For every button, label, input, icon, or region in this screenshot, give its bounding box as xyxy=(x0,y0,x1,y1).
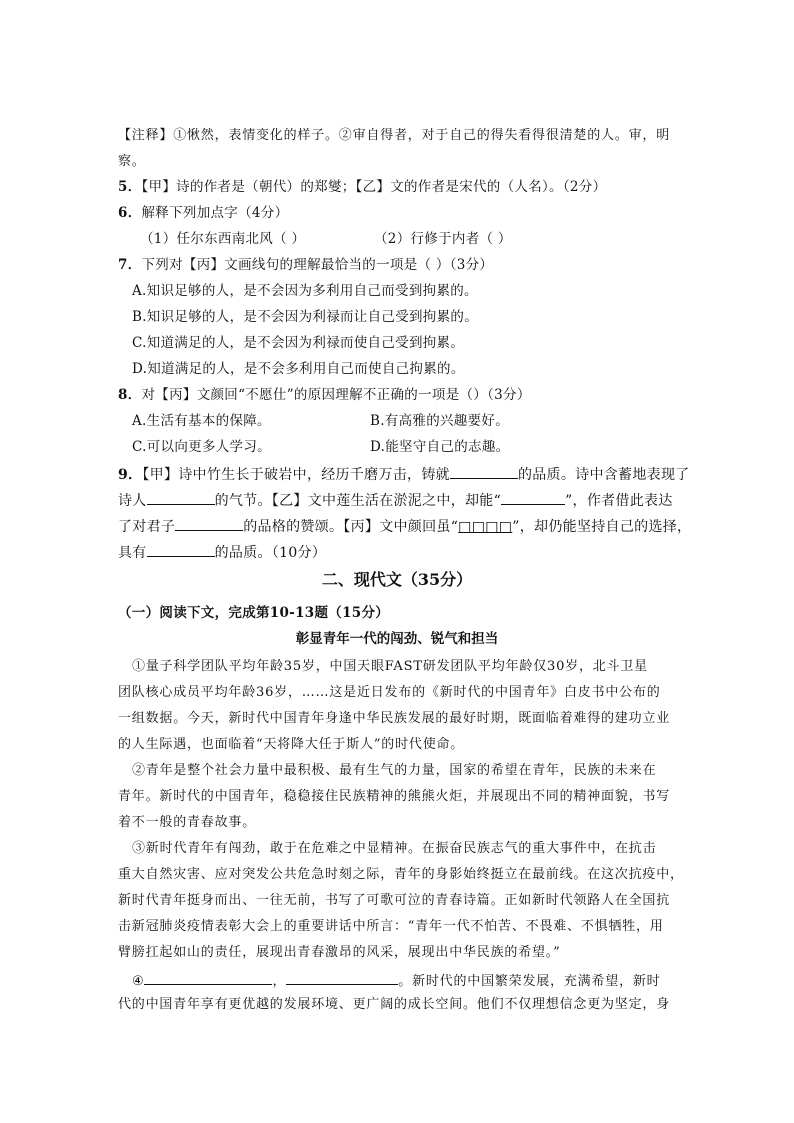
question-number: 9． xyxy=(118,467,143,483)
paragraph-3-line: 臂膀扛起如山的责任，展现出青春激昂的风采，展现出中华民族的希望。” xyxy=(118,945,561,960)
question-8 xyxy=(118,386,531,404)
option-b: B.有高雅的兴趣要好。 xyxy=(370,413,510,429)
option-c: C.可以向更多人学习。 xyxy=(132,439,271,455)
annotation-line-1: 【注释】①愀然，表情变化的样子。②审自得者，对于自己的得失看得很清楚的人。审，明 xyxy=(118,128,671,143)
paragraph-3-line: 新时代青年挺身而出、一往无前，书写了可歌可泣的青春诗篇。正如新时代领路人在全国抗 xyxy=(118,893,671,908)
question-text: 诗人 xyxy=(118,493,147,509)
paragraph-2-line: 着不一般的青春故事。 xyxy=(118,815,257,830)
question-text: ”，作者借此表达 xyxy=(565,493,673,509)
question-text: 【甲】诗的作者是（朝代）的郑燮；【乙】文的作者是宋代的（人名）。（2分） xyxy=(141,179,607,195)
answer-blank[interactable] xyxy=(501,490,565,505)
question-9-line-4 xyxy=(118,542,326,563)
paragraph-3-line: 重大自然灾害、应对突发公共危急时刻之际，青年的身影始终挺立在最前线。在这次抗疫中， xyxy=(118,867,684,882)
question-text: ”，却仍能坚持自己的选择， xyxy=(512,519,692,535)
question-9-line-2 xyxy=(118,490,673,511)
article-title: 彰显青年一代的闯劲、锐气和担当 xyxy=(295,631,499,647)
question-6-item-2: （2）行修于内者（ ） xyxy=(374,231,512,247)
question-text: 了对君子 xyxy=(118,519,176,535)
question-text: 的气节。【乙】文中莲生活在淤泥之中，却能“ xyxy=(214,493,502,509)
question-9-line-1 xyxy=(118,464,690,485)
option-a: A.生活有基本的保障。 xyxy=(132,413,271,429)
paragraph-text: ， xyxy=(272,974,287,989)
paragraph-1-line: 团队核心成员平均年龄36岁，……这是近日发布的《新时代的中国青年》白皮书中公布的 xyxy=(118,685,661,700)
paragraph-text: ④ xyxy=(132,974,145,989)
paragraph-text: 。新时代的中国繁荣发展，充满希望，新时 xyxy=(398,974,661,989)
question-7 xyxy=(118,256,493,274)
section-title: 二、现代文（35分） xyxy=(321,570,473,589)
question-number: 6． xyxy=(118,205,142,221)
option-c: C.知道满足的人，是不会因为利禄而使自己受到拘累。 xyxy=(132,335,465,351)
question-number: 7． xyxy=(118,257,142,273)
answer-blank[interactable] xyxy=(147,542,215,557)
answer-blank[interactable] xyxy=(144,970,272,985)
option-d: D.知道满足的人，是不会多利用自己而使自己拘累的。 xyxy=(132,361,465,377)
question-number: 5． xyxy=(118,179,142,195)
paragraph-2-line: 青年。新时代的中国青年，稳稳接住民族精神的熊熊火炬，并展现出不同的精神面貌，书写 xyxy=(118,789,671,804)
question-text: 的品质。诗中含蓄地表现了 xyxy=(517,467,690,483)
part-heading: （一）阅读下文，完成第10-13题（15分） xyxy=(118,605,390,621)
question-9-line-3 xyxy=(118,516,691,537)
option-b: B.知识足够的人，是不会因为利禄而让自己受到拘累的。 xyxy=(132,309,479,325)
paragraph-2-line: ②青年是整个社会力量中最积极、最有生气的力量，国家的希望在青年，民族的未来在 xyxy=(132,763,657,778)
answer-blank[interactable] xyxy=(147,490,215,505)
question-5 xyxy=(118,178,606,196)
question-number: 8． xyxy=(118,387,142,403)
paragraph-3-line: 击新冠肺炎疫情表彰大会上的重要讲话中所言：“青年一代不怕苦、不畏难、不惧牺牲，用 xyxy=(118,919,664,934)
question-text: 【甲】诗中竹生长于破岩中，经历千磨万击，铸就 xyxy=(142,467,450,483)
paragraph-3-line: ③新时代青年有闯劲，敢于在危难之中显精神。在振奋民族志气的重大事件中，在抗击 xyxy=(132,841,657,856)
answer-blank[interactable] xyxy=(286,970,398,985)
paragraph-1-line: ①量子科学团队平均年龄35岁，中国天眼FAST研发团队平均年龄仅30岁，北斗卫星 xyxy=(132,659,648,674)
answer-blank[interactable] xyxy=(450,464,518,479)
option-a: A.知识足够的人，是不会因为多利用自己而受到拘累的。 xyxy=(132,283,478,299)
paragraph-1-line: 的人生际遇，也面临着“天将降大任于斯人”的时代使命。 xyxy=(118,737,465,752)
paragraph-1-line: 一组数据。今天，新时代中国青年身逢中华民族发展的最好时期，既面临着难得的建功立业 xyxy=(118,711,671,726)
question-text: 的品质。（10分） xyxy=(214,545,327,561)
question-text: 具有 xyxy=(118,545,147,561)
paragraph-4-line-1 xyxy=(132,970,660,991)
annotation-line-2: 察。 xyxy=(118,154,146,169)
question-text: 的品格的赞颂。【丙】文中颜回虽“ xyxy=(243,519,459,535)
answer-blank[interactable] xyxy=(175,516,243,531)
question-6 xyxy=(118,204,288,222)
question-6-item-1: （1）任尔东西南北风（ ） xyxy=(140,231,306,247)
paragraph-4-line: 代的中国青年享有更优越的发展环境、更广阔的成长空间。他们不仅理想信念更为坚定，身 xyxy=(118,997,671,1012)
question-text: 解释下列加点字（4分） xyxy=(141,205,289,221)
question-text: 下列对【丙】文画线句的理解最恰当的一项是（ ）（3分） xyxy=(141,257,494,273)
masked-text: □□□□ xyxy=(458,519,513,535)
question-text: 对【丙】文颜回“不愿仕”的原因理解不正确的一项是（）（3分） xyxy=(141,387,531,403)
option-d: D.能坚守自己的志趣。 xyxy=(370,439,510,455)
